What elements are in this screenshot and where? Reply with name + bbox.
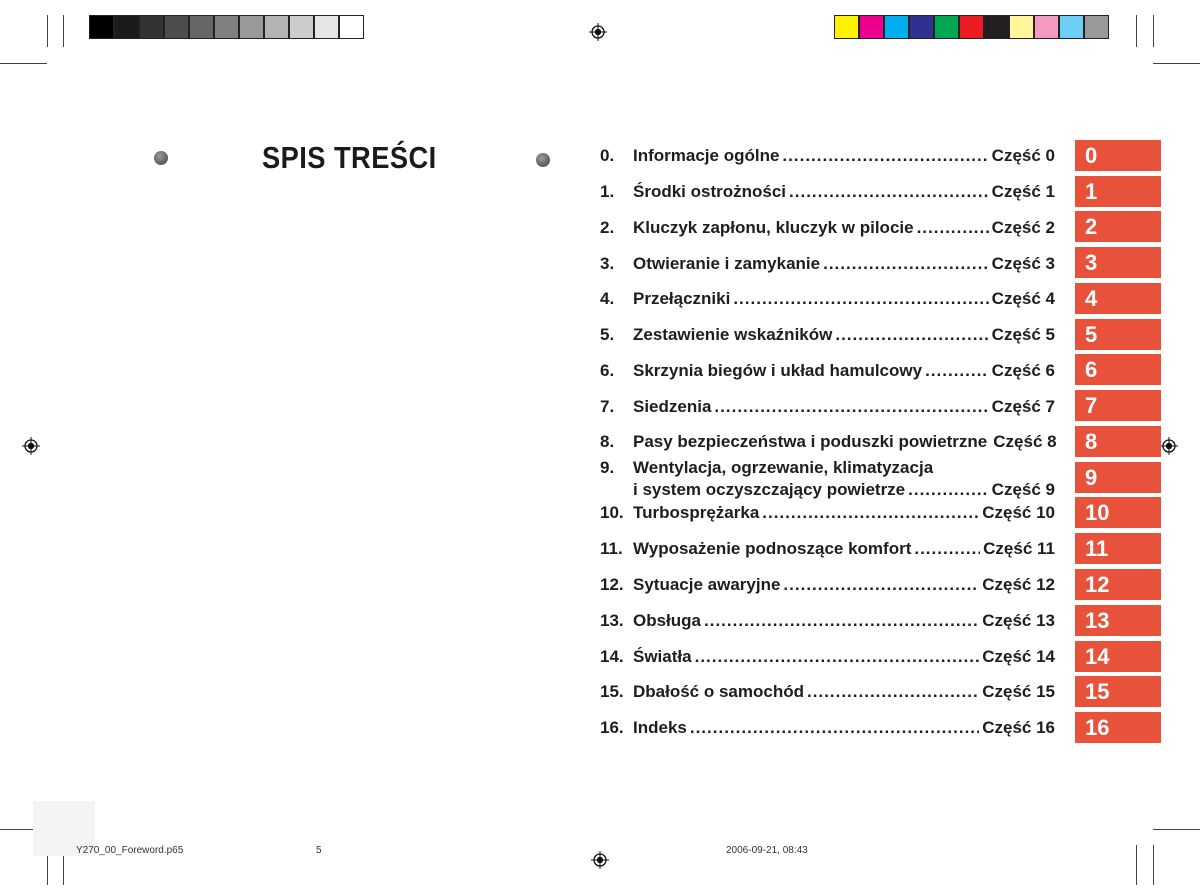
toc-entry-label: Pasy bezpieczeństwa i poduszki powietrzne (633, 432, 988, 451)
toc-entry (600, 503, 1055, 523)
toc-entry (600, 611, 1055, 631)
crop-mark (1153, 829, 1200, 830)
section-tab: 16 (1075, 712, 1161, 743)
color-swatch (89, 15, 114, 39)
color-swatch (834, 15, 859, 39)
footer-timestamp: 2006-09-21, 08:43 (726, 845, 808, 856)
section-tab: 4 (1075, 283, 1161, 314)
color-swatch (859, 15, 884, 39)
toc-entry-number: 10. (600, 503, 624, 522)
crop-mark (1136, 15, 1137, 47)
toc-entry-number: 11. (600, 539, 623, 558)
crop-mark (1153, 845, 1154, 885)
toc-entry-number: 16. (600, 718, 624, 737)
footer-page-number: 5 (316, 845, 322, 856)
section-tab: 2 (1075, 211, 1161, 242)
bullet-dot-icon (154, 151, 168, 165)
color-swatch (239, 15, 264, 39)
toc-entry-number: 3. (600, 254, 615, 273)
section-tab: 8 (1075, 426, 1161, 457)
section-tab: 7 (1075, 390, 1161, 421)
color-swatch (264, 15, 289, 39)
toc-leader-dots (914, 539, 980, 559)
toc-entry (600, 397, 1055, 417)
toc-entry (600, 539, 1055, 559)
section-tab: 11 (1075, 533, 1161, 564)
toc-entry-part: Część 7 (991, 397, 1055, 416)
toc-entry (600, 325, 1055, 345)
color-swatch (139, 15, 164, 39)
color-swatch (289, 15, 314, 39)
color-swatch (214, 15, 239, 39)
toc-leader-dots (782, 146, 988, 166)
toc-entry (600, 575, 1055, 595)
section-tab: 12 (1075, 569, 1161, 600)
section-tab: 15 (1075, 676, 1161, 707)
toc-leader-dots (762, 503, 979, 523)
crop-mark (0, 63, 47, 64)
crop-mark (63, 15, 64, 47)
toc-entry-label: Światła (633, 647, 692, 666)
toc-entry-part: Część 3 (991, 254, 1055, 273)
bullet-dot-icon (536, 153, 550, 167)
toc-entry (600, 458, 1055, 500)
toc-entry (600, 218, 1055, 238)
color-swatch (339, 15, 364, 39)
toc-entry-part: Część 16 (982, 718, 1055, 737)
toc-entry-number: 13. (600, 611, 624, 630)
toc-entry-part: Część 13 (982, 611, 1055, 630)
toc-entry-number: 5. (600, 325, 615, 344)
toc-entry-number: 15. (600, 682, 624, 701)
toc-entry-part: Część 8 (993, 432, 1057, 451)
toc-entry-label: Wyposażenie podnoszące komfort (633, 539, 912, 558)
crop-mark (1153, 15, 1154, 47)
toc-leader-dots (714, 397, 988, 417)
toc-entry-label: Indeks (633, 718, 687, 737)
footer-filename: Y270_00_Foreword.p65 (76, 845, 184, 856)
toc-entry-label: Środki ostrożności (633, 182, 787, 201)
toc-entry-number: 7. (600, 397, 615, 416)
toc-leader-dots (925, 361, 989, 381)
toc-leader-dots (733, 289, 988, 309)
color-swatch (1084, 15, 1109, 39)
section-tab: 9 (1075, 462, 1161, 493)
toc-entry-number: 9. (600, 458, 615, 477)
color-swatch (114, 15, 139, 39)
color-swatch (189, 15, 214, 39)
section-tab: 1 (1075, 176, 1161, 207)
toc-entry (600, 146, 1055, 166)
crop-mark (1136, 845, 1137, 885)
toc-leader-dots (704, 611, 979, 631)
color-swatch (314, 15, 339, 39)
section-tab: 13 (1075, 605, 1161, 636)
toc-entry-part: Część 12 (982, 575, 1055, 594)
toc-entry-part: Część 11 (983, 539, 1055, 558)
toc-entry-part: Część 2 (991, 218, 1055, 237)
toc-entry (600, 432, 1055, 452)
toc-entry-label: Skrzynia biegów i układ hamulcowy (633, 361, 923, 380)
registration-mark-icon (1160, 437, 1178, 455)
toc-entry (600, 254, 1055, 274)
toc-entry-part: Część 10 (982, 503, 1055, 522)
toc-entry-part: Część 9 (991, 480, 1055, 499)
toc-leader-dots (690, 718, 979, 738)
section-tab: 3 (1075, 247, 1161, 278)
toc-leader-dots (783, 575, 979, 595)
toc-entry-label: Otwieranie i zamykanie (633, 254, 821, 273)
toc-entry-label: Wentylacja, ogrzewanie, klimatyzacja (633, 458, 934, 477)
toc-leader-dots (789, 182, 989, 202)
color-swatch (984, 15, 1009, 39)
toc-entry (600, 289, 1055, 309)
toc-entry-number: 4. (600, 289, 615, 308)
section-tab: 10 (1075, 497, 1161, 528)
toc-entry-part: Część 15 (982, 682, 1055, 701)
toc-entry (600, 718, 1055, 738)
section-tab: 14 (1075, 641, 1161, 672)
registration-mark-icon (22, 437, 40, 455)
toc-entry-number: 6. (600, 361, 615, 380)
toc-entry-label: Obsługa (633, 611, 702, 630)
toc-entry-number: 14. (600, 647, 624, 666)
toc-leader-dots (917, 218, 989, 238)
registration-mark-icon (591, 851, 609, 869)
toc-leader-dots (695, 647, 980, 667)
toc-entry-part: Część 0 (991, 146, 1055, 165)
toc-entry-label: Informacje ogólne (633, 146, 780, 165)
toc-entry-label: Zestawienie wskaźników (633, 325, 833, 344)
toc-entry (600, 682, 1055, 702)
toc-entry-label: Przełączniki (633, 289, 731, 308)
color-swatch (1009, 15, 1034, 39)
toc-entry-number: 1. (600, 182, 615, 201)
crop-mark (47, 15, 48, 47)
toc-entry-label: Siedzenia (633, 397, 712, 416)
color-swatch (1034, 15, 1059, 39)
toc-entry (600, 182, 1055, 202)
toc-entry-part: Część 4 (991, 289, 1055, 308)
toc-entry-label: Turbosprężarka (633, 503, 760, 522)
toc-entry-number: 2. (600, 218, 615, 237)
toc-entry-number: 0. (600, 146, 615, 165)
toc-entry-number: 8. (600, 432, 615, 451)
color-swatch (959, 15, 984, 39)
toc-leader-dots (908, 480, 989, 500)
toc-entry (600, 361, 1055, 381)
color-swatch (884, 15, 909, 39)
toc-entry-part: Część 14 (982, 647, 1055, 666)
color-swatch (1059, 15, 1084, 39)
toc-entry-label-continued: i system oczyszczający powietrze (633, 480, 906, 499)
toc-leader-dots (835, 325, 988, 345)
section-tab: 6 (1075, 354, 1161, 385)
toc-entry-part: Część 5 (991, 325, 1055, 344)
color-swatch (934, 15, 959, 39)
toc-leader-dots (823, 254, 989, 274)
toc-entry-label: Kluczyk zapłonu, kluczyk w pilocie (633, 218, 914, 237)
color-swatch (909, 15, 934, 39)
registration-mark-icon (589, 23, 607, 41)
crop-mark (1153, 63, 1200, 64)
toc-entry-label: Dbałość o samochód (633, 682, 804, 701)
section-tab: 0 (1075, 140, 1161, 171)
toc-entry (600, 647, 1055, 667)
toc-leader-dots (807, 682, 979, 702)
section-tab: 5 (1075, 319, 1161, 350)
page-title: SPIS TREŚCI (262, 140, 437, 175)
toc-entry-label: Sytuacje awaryjne (633, 575, 781, 594)
color-swatch (164, 15, 189, 39)
toc-entry-part: Część 1 (991, 182, 1055, 201)
grayscale-color-bar (89, 15, 364, 39)
process-color-bar (834, 15, 1109, 39)
toc-entry-part: Część 6 (991, 361, 1055, 380)
toc-entry-number: 12. (600, 575, 624, 594)
